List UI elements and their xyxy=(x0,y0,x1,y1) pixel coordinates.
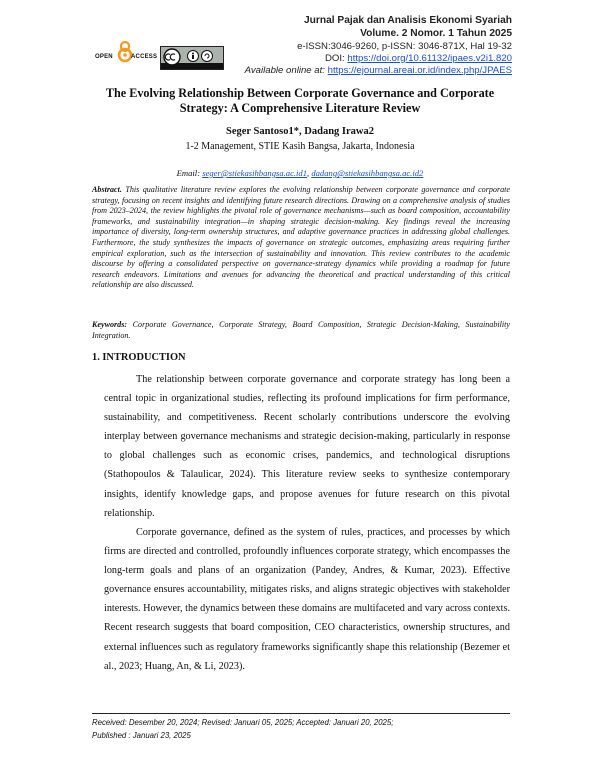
email-link-2[interactable]: dadang@stiekasihbangsa.ac.id2 xyxy=(311,168,424,178)
cc-license-icon xyxy=(160,46,224,70)
paragraph-1-text: The relationship between corporate governance and corporate strategy has long been a central topic in organizational studies, reflecting its profound implications for firm performance, sustainability, and competitiveness. Recent scholarly contributions underscore the evolving interplay between governance mechanisms and strategic decision-making, particularly in response to global challenges such as economic crises, pandemics, and technological disruptions (Stathopoulos & Talaulicar, 2024). This literature review seeks to synthesize contemporary insights, identify knowledge gaps, and propose avenues for future research on this pivotal relationship. xyxy=(104,374,510,519)
journal-volume: Volume. 2 Nomor. 1 Tahun 2025 xyxy=(360,28,512,39)
paragraph-2-text: Corporate governance, defined as the system of rules, practices, and processes by which firms are directed and controlled, profoundly influences corporate strategy, which encompasses the long-term goals and plans of an organization (Pandey, Andres, & Kumar, 2023). Effective governance ensures accountability, mitigates risks, and aligns strategic objectives with stakeholder interests. However, the dynamics between these domains are multifaceted and vary across contexts. Recent research suggests that board composition, CEO characteristics, ownership structures, and external influences such as regulatory frameworks significantly shape this relationship (Bezemer et al., 2023; Huang, An, & Li, 2023). xyxy=(104,527,510,672)
doi-link[interactable]: https://doi.org/10.61132/ipaes.v2i1.820 xyxy=(347,53,512,64)
author-list: Seger Santoso1*, Dadang Irawa2 xyxy=(226,126,374,137)
title-line-1: The Evolving Relationship Between Corporate Governance and Corporate xyxy=(105,86,495,100)
affiliation: 1-2 Management, STIE Kasih Bangsa, Jakarta, Indonesia xyxy=(185,141,415,152)
email-link-1[interactable]: seger@stiekasihbangsa.ac.id1 xyxy=(202,168,308,178)
online-label: Available online at: xyxy=(244,65,328,76)
open-access-right-text: ACCESS xyxy=(131,54,158,60)
keywords xyxy=(92,320,510,341)
online-line xyxy=(245,64,512,77)
journal-issn: e-ISSN:3046-9260, p-ISSN: 3046-871X, Hal 19-32 xyxy=(297,41,512,52)
paragraph xyxy=(104,523,510,676)
abstract-text: This qualitative literature review explores the evolving relationship between corporate governance and corporate strategy, focusing on recent insights and identifying future research directions. Drawing on a comprehensive analysis of studies from 2023–2024, the review highlights the pivotal role of governance mechanisms—such as board composition, accountability frameworks, and sustainability integration—in shaping strategic decision-making. Key findings reveal the increasing importance of diversity, long-term ownership structures, and adaptive governance practices in addressing global challenges. Furthermore, the study synthesizes the impacts of governance on strategic outcomes, emphasizing areas requiring further empirical exploration, such as the intersection of sustainability and innovation. This review contributes to the academic discourse by offering a consolidated perspective on governance-strategy dynamics while providing a roadmap for future research endeavors. Limitations and avenues for advancing the theoretical and practical understanding of this critical relationship are also discussed. xyxy=(92,185,510,290)
title-line-2: Strategy: A Comprehensive Literature Review xyxy=(179,101,421,115)
journal-name: Jurnal Pajak dan Analisis Ekonomi Syariah xyxy=(304,15,512,26)
footer-dates: Received: Desember 20, 2024; Revised: Januari 05, 2025; Accepted: Januari 20, 2025; xyxy=(92,718,394,727)
footer-published: Published : Januari 23, 2025 xyxy=(92,731,191,740)
doi-label: DOI: xyxy=(324,53,348,64)
abstract-label: Abstract. xyxy=(92,185,122,194)
paragraph xyxy=(104,370,510,523)
footer-divider xyxy=(92,713,510,714)
keywords-text: Corporate Governance, Corporate Strategy, Board Composition, Strategic Decision-Making, Sustainability Integration. xyxy=(92,320,510,340)
section-heading: 1. INTRODUCTION xyxy=(92,352,186,363)
email-separator: , xyxy=(307,168,312,178)
abstract xyxy=(92,185,510,291)
article-title xyxy=(70,86,530,116)
email-label: Email: xyxy=(176,168,203,178)
journal-url-link[interactable]: https://ejournal.areai.or.id/index.php/JPAES xyxy=(327,65,512,76)
email-line xyxy=(0,168,600,178)
keywords-label: Keywords: xyxy=(92,320,128,329)
open-access-left-text: OPEN xyxy=(95,54,113,60)
